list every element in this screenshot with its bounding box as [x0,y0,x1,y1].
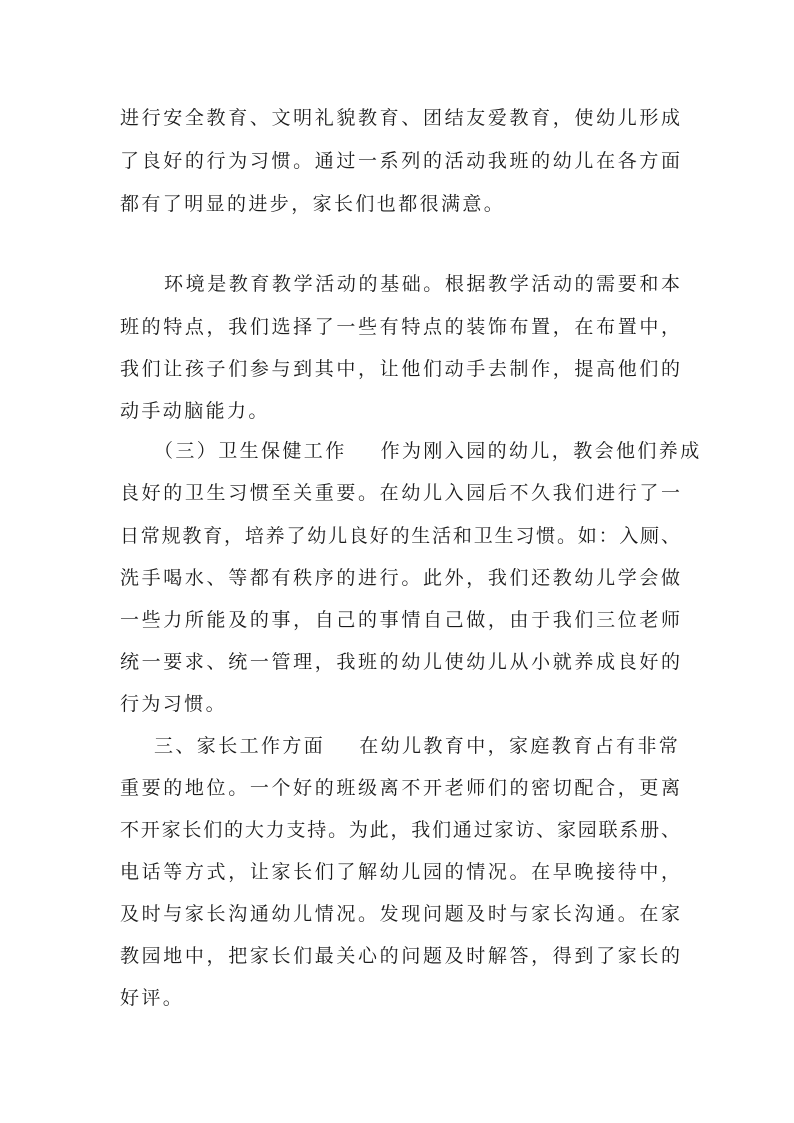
paragraph-4-line-2: 重要的地位。一个好的班级离不开老师们的密切配合，更离 [120,777,680,799]
section-heading-parents: 三、家长工作方面 [154,735,326,757]
paragraph-2-line-2: 班的特点，我们选择了一些有特点的装饰布置，在布置中， [120,316,680,338]
paragraph-3-line-6: 统一要求、统一管理，我班的幼儿使幼儿从小就养成良好的 [120,651,680,673]
paragraph-1-line-1: 进行安全教育、文明礼貌教育、团结友爱教育，使幼儿形成 [120,107,680,129]
paragraph-4-line-6: 教园地中，把家长们最关心的问题及时解答，得到了家长的 [120,945,680,967]
paragraph-2-line-1: 环境是教育教学活动的基础。根据教学活动的需要和本 [164,273,680,295]
paragraph-4-line-3: 不开家长们的大力支持。为此，我们通过家访、家园联系册、 [120,819,680,841]
paragraph-3-line-5: 一些力所能及的事，自己的事情自己做，由于我们三位老师 [120,609,680,631]
paragraph-4-line-5: 及时与家长沟通幼儿情况。发现问题及时与家长沟通。在家 [120,903,680,925]
paragraph-3-line-2: 良好的卫生习惯至关重要。在幼儿入园后不久我们进行了一 [120,482,680,504]
paragraph-3-line-7: 行为习惯。 [120,693,228,715]
paragraph-4-line-1-text: 在幼儿教育中，家庭教育占有非常 [359,735,681,757]
paragraph-2-line-4: 动手动脑能力。 [120,400,270,422]
section-heading-health: （三）卫生保健工作 [154,440,347,462]
paragraph-3-line-1-text: 作为刚入园的幼儿，教会他们养成 [380,440,702,462]
paragraph-4-line-4: 电话等方式，让家长们了解幼儿园的情况。在早晚接待中， [120,861,680,883]
paragraph-2-line-3: 我们让孩子们参与到其中，让他们动手去制作，提高他们的 [120,358,680,380]
paragraph-3-line-3: 日常规教育，培养了幼儿良好的生活和卫生习惯。如：入厕、 [120,525,680,547]
paragraph-4-line-1 [154,734,680,758]
paragraph-3-line-4: 洗手喝水、等都有秩序的进行。此外，我们还教幼儿学会做 [120,567,680,589]
paragraph-4-line-7: 好评。 [120,987,185,1009]
paragraph-1-line-2: 了良好的行为习惯。通过一系列的活动我班的幼儿在各方面 [120,150,680,172]
paragraph-1-line-3: 都有了明显的进步，家长们也都很满意。 [120,193,506,215]
paragraph-3-line-1 [154,439,702,463]
